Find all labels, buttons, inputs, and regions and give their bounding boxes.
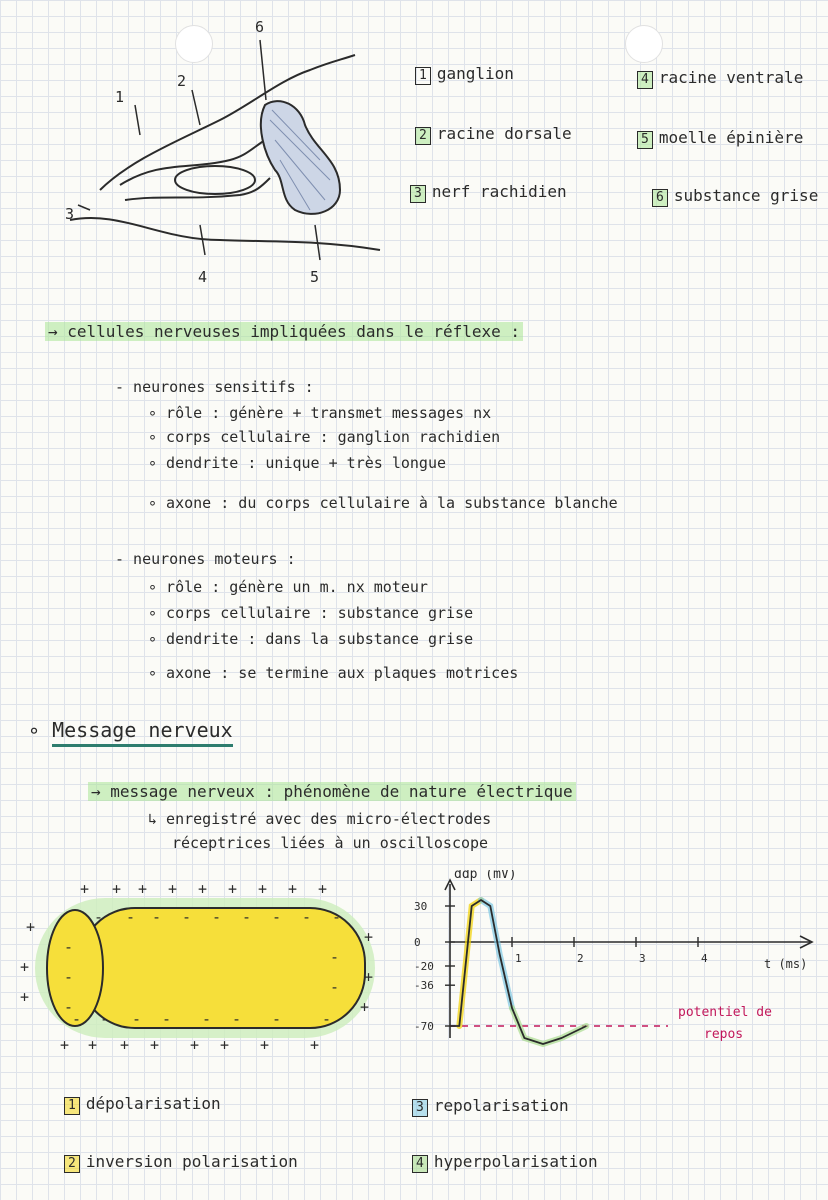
resting-label-line-1: potentiel de [678,1005,772,1020]
y-tick-label--20: -20 [414,960,434,973]
legend-text-4: racine ventrale [658,68,804,87]
axon-plus-top-8: + [318,880,328,898]
action-potential-chart [400,870,828,1070]
axon-minus-bottom-4: - [202,1010,212,1028]
motor-item-dendrite: ∘ dendrite : dans la substance grise [148,630,474,648]
axon-plus-top-5: + [228,880,238,898]
y-axis-label: ddp (mV) [454,870,517,882]
axon-minus-bottom-7: - [322,1010,332,1028]
axon-plus-bottom-4: + [190,1036,200,1054]
axon-minus-top-7: - [302,908,312,926]
phase-text-2: inversion polarisation [85,1152,298,1171]
axon-minus-side-1: - [64,968,74,986]
axon-plus-side-3: + [364,928,374,946]
axon-minus-side-2: - [64,998,74,1016]
phase-text-1: dépolarisation [85,1094,221,1113]
axon-minus-bottom-6: - [272,1010,282,1028]
axon-plus-bottom-0: + [60,1036,70,1054]
axon-plus-bottom-5: + [220,1036,230,1054]
phase-item-2 [64,1152,298,1173]
axon-minus-bottom-0: - [72,1010,82,1028]
resting-label-line-2: repos [704,1027,744,1042]
phase-repolarisation-highlight [481,900,512,1008]
axon-minus-top-3: - [182,908,192,926]
axon-minus-top-5: - [242,908,252,926]
axon-plus-side-1: + [20,958,30,976]
axon-minus-top-8: - [332,908,342,926]
phase-text-3: repolarisation [433,1096,569,1115]
axon-plus-top-4: + [198,880,208,898]
axon-minus-top-0: - [94,908,104,926]
axon-plus-side-5: + [360,998,370,1016]
y-tick-label-30: 30 [414,900,428,913]
legend-number-6: 6 [652,189,668,207]
phase-item-1 [64,1094,221,1115]
spinal-cord-diagram [40,10,410,290]
axon-plus-top-3: + [168,880,178,898]
legend-item-4 [637,68,803,89]
spinal-cord-sketch [40,10,410,290]
axon-plus-bottom-7: + [310,1036,320,1054]
sensory-item-axon: ∘ axone : du corps cellulaire à la substance blanche [148,494,618,512]
axon-minus-side-3: - [330,948,340,966]
diagram-label-4: 4 [198,268,208,286]
phase-item-3 [412,1096,569,1117]
binder-hole-left [175,25,213,63]
phase-number-2: 2 [64,1155,80,1173]
axon-polarity-diagram [20,878,380,1058]
axon-plus-top-1: + [112,880,122,898]
motor-neurons-title: - neurones moteurs : [115,550,296,568]
phase-item-4 [412,1152,598,1173]
axon-minus-bottom-2: - [132,1010,142,1028]
motor-item-axon: ∘ axone : se termine aux plaques motrices [148,664,519,682]
x-tick-label-3: 3 [639,952,646,965]
legend-text-2: racine dorsale [436,124,572,143]
axon-plus-bottom-3: + [150,1036,160,1054]
sensory-item-dendrite: ∘ dendrite : unique + très longue [148,454,447,472]
axon-plus-top-0: + [80,880,90,898]
binder-hole-right [625,25,663,63]
diagram-label-3: 3 [65,205,75,223]
axon-minus-top-6: - [272,908,282,926]
message-line-2: ↳ enregistré avec des micro-électrodes [148,810,492,828]
x-tick-label-2: 2 [577,952,584,965]
legend-number-4: 4 [637,71,653,89]
y-tick-label--70: -70 [414,1020,434,1033]
legend-item-2 [415,124,572,145]
axon-minus-bottom-3: - [162,1010,172,1028]
axon-plus-side-0: + [26,918,36,936]
diagram-label-2: 2 [177,72,187,90]
y-tick-label-0: 0 [414,936,421,949]
section-bullet: ∘ [28,718,41,742]
phase-number-1: 1 [64,1097,80,1115]
cells-heading: → cellules nerveuses impliquées dans le réflexe : [45,322,523,341]
axon-plus-bottom-2: + [120,1036,130,1054]
axon-plus-side-4: + [364,968,374,986]
x-tick-label-4: 4 [701,952,708,965]
diagram-label-1: 1 [115,88,125,106]
axon-minus-bottom-1: - [100,1010,110,1028]
motor-item-cell-body: ∘ corps cellulaire : substance grise [148,604,474,622]
legend-number-1: 1 [415,67,431,85]
legend-item-5 [637,128,803,149]
axon-plus-bottom-6: + [260,1036,270,1054]
legend-text-5: moelle épinière [658,128,804,147]
action-potential-curve [450,900,586,1044]
x-axis-label: t (ms) [764,957,808,971]
legend-item-6 [652,186,818,207]
legend-text-6: substance grise [673,186,819,205]
legend-item-1 [415,64,514,85]
axon-minus-side-4: - [330,978,340,996]
legend-number-3: 3 [410,185,426,203]
phase-number-4: 4 [412,1155,428,1173]
sensory-item-cell-body: ∘ corps cellulaire : ganglion rachidien [148,428,501,446]
axon-plus-top-2: + [138,880,148,898]
phase-text-4: hyperpolarisation [433,1152,598,1171]
sensory-neurons-title: - neurones sensitifs : [115,378,314,396]
axon-plus-side-2: + [20,988,30,1006]
axon-minus-top-2: - [152,908,162,926]
axon-minus-side-0: - [64,938,74,956]
axon-plus-top-6: + [258,880,268,898]
legend-number-2: 2 [415,127,431,145]
axon-minus-bottom-5: - [232,1010,242,1028]
section-title [28,718,233,742]
legend-text-3: nerf rachidien [431,182,567,201]
axon-minus-top-1: - [126,908,136,926]
diagram-label-5: 5 [310,268,320,286]
axon-sketch [20,878,380,1058]
axon-plus-bottom-1: + [88,1036,98,1054]
motor-item-role: ∘ rôle : génère un m. nx moteur [148,578,428,596]
legend-text-1: ganglion [436,64,514,83]
axon-plus-top-7: + [288,880,298,898]
action-potential-svg [400,870,828,1070]
message-line-1: → message nerveux : phénomène de nature électrique [88,782,576,801]
diagram-label-6: 6 [255,18,265,36]
axon-minus-top-4: - [212,908,222,926]
message-line-3: réceptrices liées à un oscilloscope [172,834,489,852]
x-tick-label-1: 1 [515,952,522,965]
sensory-item-role: ∘ rôle : génère + transmet messages nx [148,404,492,422]
phase-number-3: 3 [412,1099,428,1117]
y-tick-label--36: -36 [414,979,434,993]
legend-number-5: 5 [637,131,653,149]
legend-item-3 [410,182,567,203]
section-title-text: Message nerveux [52,718,233,747]
